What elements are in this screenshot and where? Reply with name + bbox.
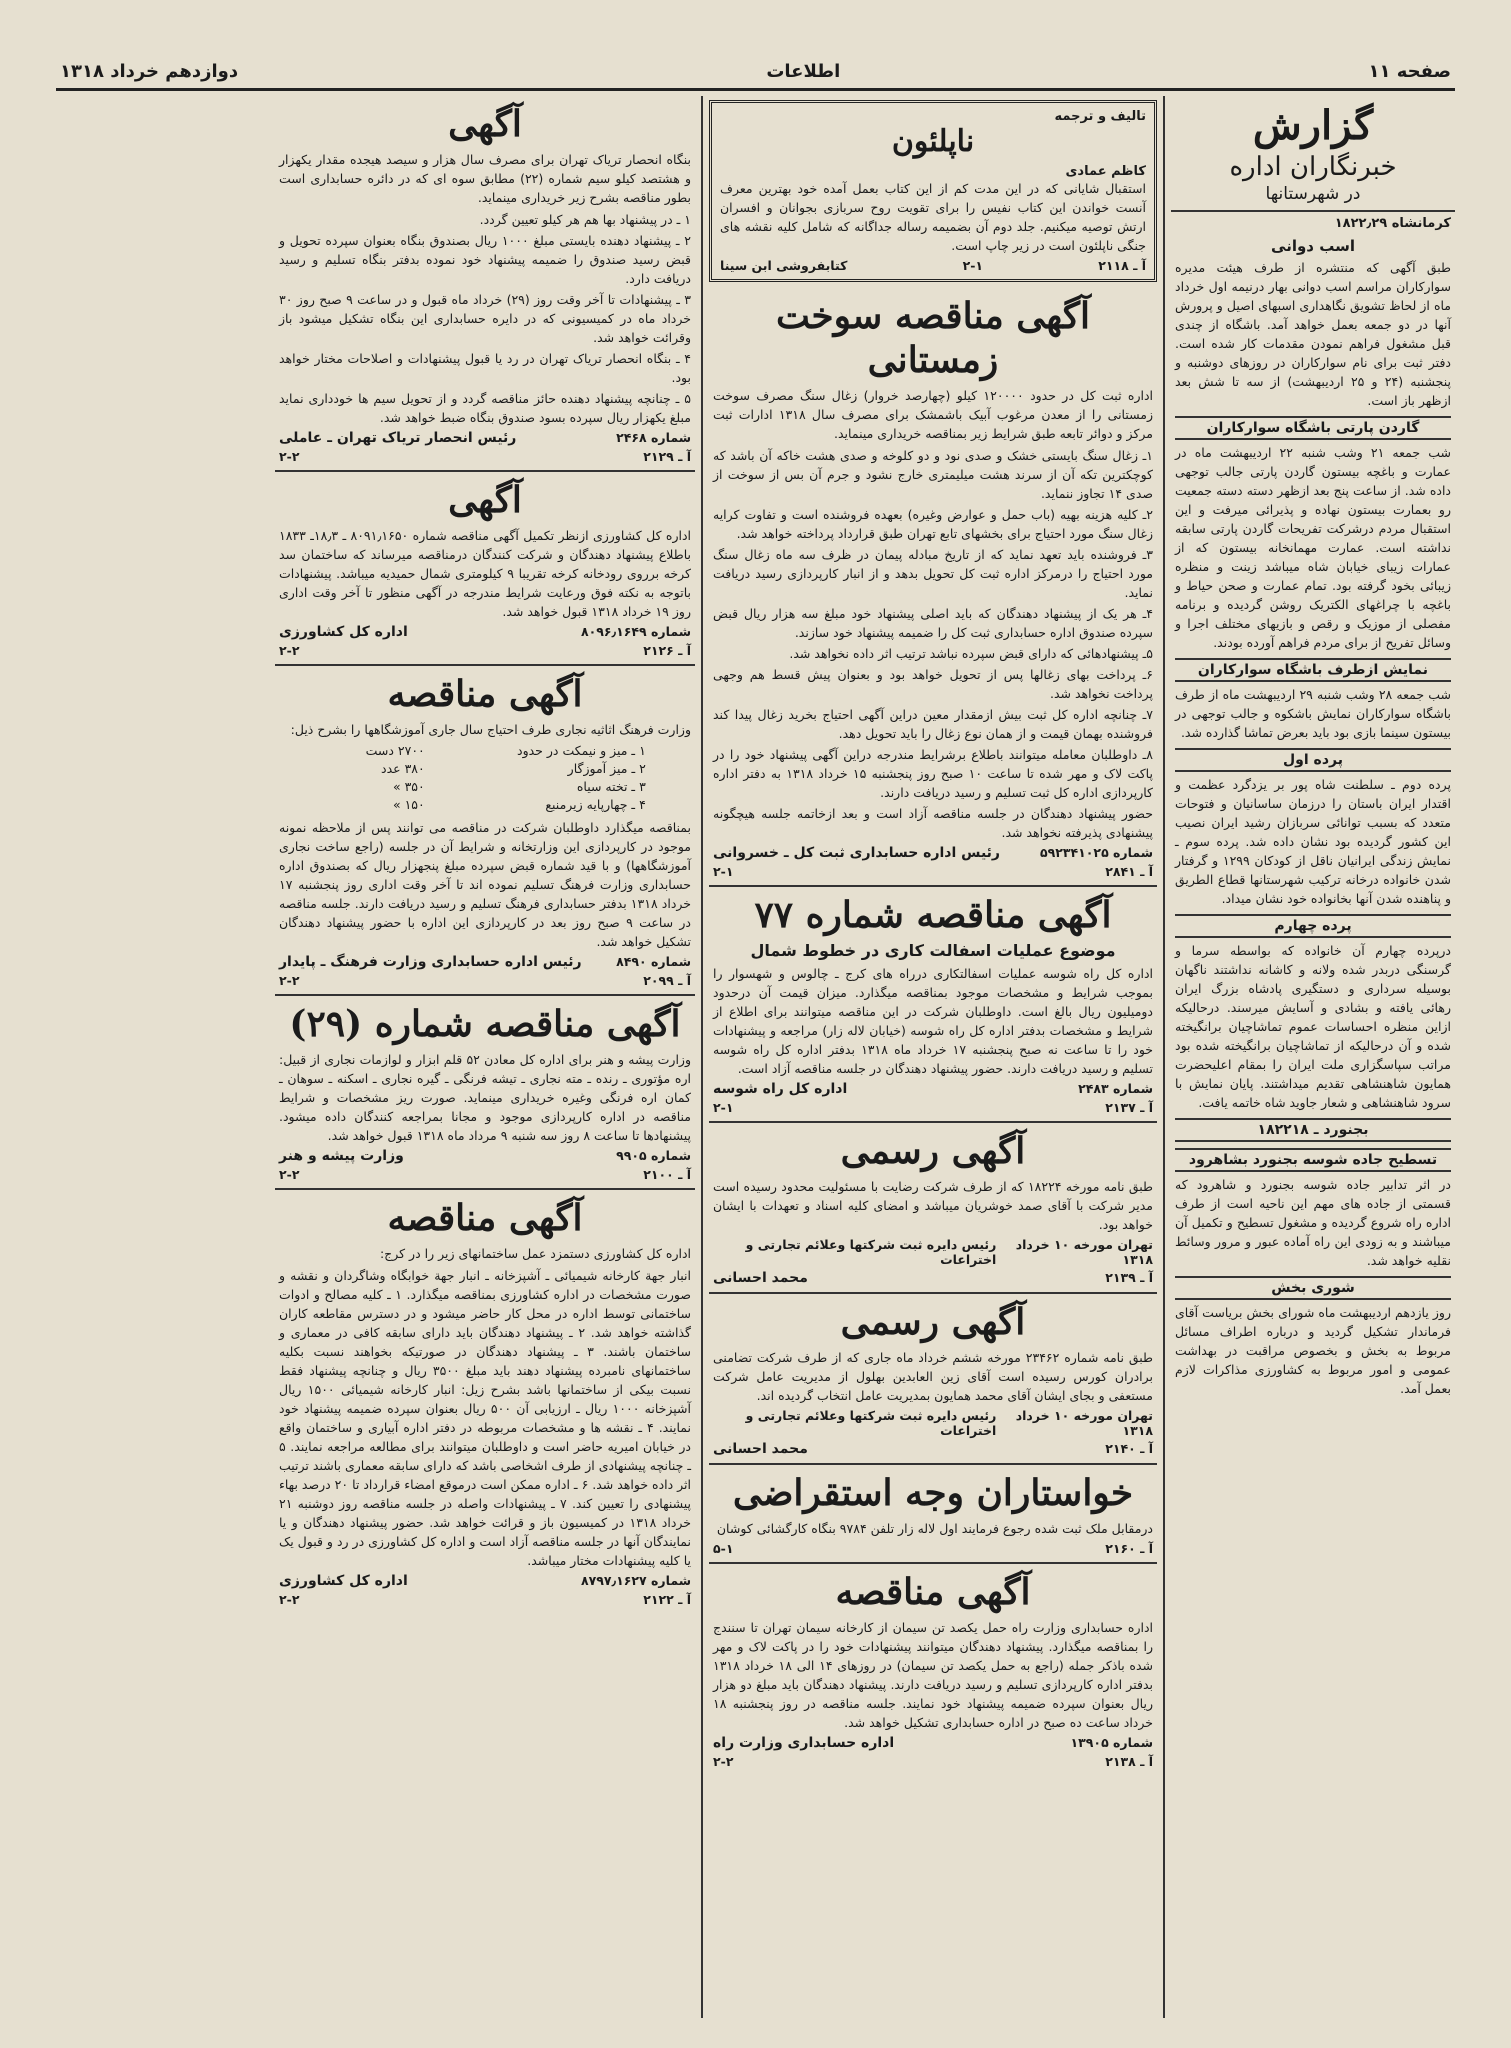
item-qty: ۳۵۰ » xyxy=(392,779,425,794)
ad-code2: ۲-۲ xyxy=(279,449,300,464)
notice-title: خواستاران وجه استقراضی xyxy=(732,1472,1134,1514)
notice-office: رئیس دایره ثبت شرکتها وعلائم تجارتی و اختراعات xyxy=(745,1237,997,1267)
section-head: گاردن پارتی باشگاه سوارکاران xyxy=(1175,416,1451,440)
section-head: نمایش ازطرف باشگاه سوارکاران xyxy=(1175,658,1451,682)
notice-title: آگهی xyxy=(448,479,522,521)
table-row xyxy=(320,760,650,778)
item-name: ۲ ـ میز آموزگار xyxy=(567,761,646,776)
notice-intro: اداره کل کشاورزی دستمزد عمل ساختمانهای زیر را در کرج: xyxy=(379,1246,691,1261)
ad-code2: ۲-۱ xyxy=(713,864,734,879)
notice-item: ۳ـ فروشنده باید تعهد نماید که از تاریخ مبادله پیمان در ظرف سه ماه زغال سنگ مورد احتیاج را درمرکز اداره ثبت کل تحویل بدهد و از انبار کارپردازی رسید دریافت نماید. xyxy=(713,547,1153,600)
notice-title: آگهی مناقصه xyxy=(835,1571,1031,1613)
notice-item: ۷ـ چنانچه اداره کل ثبت بیش ازمقدار معین دراین آگهی احتیاج بخرید زغال پیدا کند فروشنده بهمان قیمت و از همان نوع زغال را باید تحویل دهد. xyxy=(713,707,1153,741)
notice-number: شماره ۹۹۰۵ xyxy=(616,1148,691,1163)
road-ministry-tender xyxy=(709,1564,1157,1775)
notice-signature: اداره کل راه شوسه xyxy=(713,1081,848,1097)
official-notice-1 xyxy=(709,1123,1157,1294)
section-head: بجنورد ـ ۱۸۲۲۱۸ xyxy=(1175,1118,1451,1142)
notice-item: ۴ـ هر یک از پیشنهاد دهندگان که باید اصلی پیشنهاد خود مبلغ سه هزار ریال قبض سپرده صندوق اداره حسابداری ثبت کل را ضمیمه پیشنهاد خود سازند. xyxy=(713,606,1153,640)
fuel-tender-notice xyxy=(709,288,1157,887)
report-title: گزارش xyxy=(1252,102,1374,149)
notice-title: آگهی رسمی xyxy=(840,1130,1026,1172)
issue-date: دوازدهم خرداد ۱۳۱۸ xyxy=(60,60,239,82)
notice-signature: رئیس اداره حسابداری وزارت فرهنگ ـ پایدار xyxy=(279,954,582,970)
notice-item: ۵ـ پیشنهادهائی که دارای قبض سپرده نباشد ترتیب اثر داده نخواهد شد. xyxy=(789,646,1153,661)
notice-text: اداره حسابداری وزارت راه حمل یکصد تن سیمان از کارخانه سیمان تهران تا سنندج را بمناقصه میگذارد. پیشنهاد دهندگان میتوانند پیشنهادات خود را در پاکت لاک و مهر شده باذکر جمله (راجع به حمل یکصد تن سیمان) در روزهای ۱۴ الی ۱۸ خرداد ۱۳۱۸ بدفتر اداره کارپردازی تسلیم و رسید دریافت دارند. پیشنهاد دهندگان باید مبلغ دو هزار ریال بعنوان سپرده ضمیمه پیشنهاد خود نمایند. جلسه مناقصه در روز پنجشنبه ۱۸ خرداد ساعت ده صبح در اداره حسابداری تشکیل خواهد شد. xyxy=(713,1620,1153,1730)
notice-item: ۲ ـ پیشنهاد دهنده بایستی مبلغ ۱۰۰۰ ریال بصندوق بنگاه بعنوان سپرده تحویل و قبض رسید صندوق را ضمیمه پیشنهاد خود نموده بدفتر بنگاه تسلیم و رسید دریافت دارد. xyxy=(279,233,691,286)
report-dateline: کرمانشاه ۱۸۲۲٫۲۹ xyxy=(1334,216,1451,231)
notice-item: ۶ـ پرداخت بهای زغالها پس از تحویل خواهد بود و بعنوان پیش قسط هم وجهی پرداخت نخواهد شد. xyxy=(713,667,1153,701)
notice-signature: رئیس اداره حسابداری ثبت کل ـ خسروانی xyxy=(713,845,1000,861)
notice-intro: بنگاه انحصار تریاک تهران برای مصرف سال هزار و سیصد هیجده مقدار یکهزار و هشتصد کیلو سیم شماره (۲۲) مطابق سوه ای که در دائره حسابداری است بطور مناقصه بشرح زیر خریداری مینماید. xyxy=(279,152,691,205)
notice-item: ۵ ـ چنانچه پیشنهاد دهنده حائز مناقصه گردد و از تحویل سیم ها خودداری نماید مبلغ یکهزار ریال سپرده بسود صندوق بنگاه ضبط خواهد شد. xyxy=(279,391,691,425)
ad-code: آ ـ ۲۱۲۶ xyxy=(643,643,691,658)
section-text: پرده دوم ـ سلطنت شاه پور بر یزدگرد عظمت و اقتدار ایران باستان را درزمان ساسانیان و فتوحات متعدد که بسبب توانائی سربازان رشید ایران نصیب این کشور گردیده بود نشان داده شد. پرده سوم ـ نمایش زندگی ایرانیان ناقل از کودکان ۱۲۹۹ و گرفتار شدن خانواده درخانه ترکیب شهرستانها قطاع الطریق و پناهنده شدن آنها بخانواده خود نشان میداد. xyxy=(1175,777,1451,906)
column-rule-right xyxy=(1163,96,1165,2018)
notice-signature: اداره کل کشاورزی xyxy=(279,1573,408,1589)
report-subtitle: خبرنگاران اداره xyxy=(1229,152,1397,182)
notice-dateline: تهران مورخه ۱۰ خرداد ۱۳۱۸ xyxy=(1015,1408,1153,1438)
ad-code: آ ـ ۲۱۳۷ xyxy=(1105,1100,1153,1115)
section-text: در اثر تدابیر جاده شوسه بجنورد و شاهرود که قسمتی از جاده های مهم این ناحیه است از طرف اداره راه شروع گردیده و مشغول تسطیح و تکمیل آن میباشند و به زودی این راه آماده عبور و مرور وسائط نقلیه خواهد شد. xyxy=(1175,1177,1451,1268)
notice-text: طبق نامه شماره ۲۳۴۶۲ مورخه ششم خرداد ماه جاری که از طرف شرکت تضامنی برادران کورس رسیده است آقای زین العابدین بهلول از مدیریت عامل شرکت مستعفی و بجای ایشان آقای محمد همایون بمدیریت عامل انتخاب گردیده اند. xyxy=(713,1350,1153,1403)
ad-code: آ ـ ۲۱۲۹ xyxy=(643,449,691,464)
report-column xyxy=(1171,96,1455,2018)
notice-title: آگهی مناقصه سوخت زمستانی xyxy=(775,295,1090,381)
item-qty: ۳۸۰ عدد xyxy=(381,761,425,776)
ad-code2: ۲-۲ xyxy=(279,1592,300,1607)
masthead xyxy=(56,54,1455,91)
table-row xyxy=(320,742,650,760)
notice-title: آگهی رسمی xyxy=(840,1301,1026,1343)
ad-code: آ ـ ۲۱۱۸ xyxy=(1098,258,1146,273)
notice-signature: اداره حسابداری وزارت راه xyxy=(713,1735,895,1751)
notice-item: ۲ـ کلیه هزینه بهیه (باب حمل و عوارض وغیره) بعهده فروشنده است و تفاوت کرایه زغال سنگ مورد احتیاج برای بخشهای تابع تهران طبق قرارداد پرداخته خواهد شد. xyxy=(713,507,1153,541)
ad-code2: ۲-۲ xyxy=(713,1754,734,1769)
item-name: ۱ ـ میز و نیمکت در حدود xyxy=(517,743,646,758)
notice-intro: وزارت فرهنگ اثاثیه نجاری طرف احتیاج سال جاری آموزشگاهها را بشرح ذیل: xyxy=(290,722,691,737)
left-column xyxy=(275,96,695,2018)
notice-item: ۱ـ زغال سنگ بایستی خشک و صدی نود و دو کلوخه و صدی هشت خاکه آن باشد که کوچکترین تکه آن از سرند هشت میلیمتری خارج نشود و جرم آن بس از سوخت از صدی ۱۴ تجاوز ننماید. xyxy=(713,448,1153,501)
ad-code: آ ـ ۲۱۲۲ xyxy=(643,1592,691,1607)
book-description: استقبال شایانی که در این مدت کم از این کتاب بعمل آمده خود بهترین معرف آنست خواندن این کتاب نفیس را برای تقویت روح سربازی بجوانان و افسران ارتش توصیه میکنیم. جلد دوم آن بضمیمه رساله جداگانه که شامل کلیه نقشه های جنگی ناپلئون است در زیر چاپ است. xyxy=(720,181,1146,253)
ad-code: آ ـ ۲۸۴۱ xyxy=(1105,864,1153,879)
notice-number: شماره ۵۹۲۳۴۱۰۲۵ xyxy=(1040,845,1153,860)
ad-code: آ ـ ۲۱۰۰ xyxy=(643,1167,691,1182)
column-rule-left xyxy=(701,96,703,2018)
book-credit: تالیف و ترجمه xyxy=(1054,109,1146,124)
agriculture-notice-1 xyxy=(275,472,695,666)
notice-title: آگهی مناقصه xyxy=(387,673,583,715)
item-name: ۳ ـ تخته سیاه xyxy=(576,779,646,794)
notice-text: بمناقصه میگذارد داوطلبان شرکت در مناقصه می توانند پس از ملاحظه نمونه موجود در کارپردازی این وزارتخانه و شرایط آن در جلسه (راجع ساخت نجاری آموزشگاهها) و با قید شماره قبض سپرده مبلغ پنجهزار ریال که بصندوق اداره حسابداری وزارت فرهنگ تسلیم نموده اند تا آخر وقت اداری روز پنجشنبه ۱۷ خرداد ۱۳۱۸ بدفتر حسابداری فرهنگ تسلیم و رسید دریافت دارند. جلسه مناقصه در ساعت ۹ صبح روز بعد در کارپردازی این اداره با حضور پیشنهاد دهندگان تشکیل خواهد شد. xyxy=(279,820,692,949)
notice-item: ۳ ـ پیشنهادات تا آخر وقت روز (۲۹) خرداد ماه قبول و در ساعت ۹ صبح روز ۳۰ خرداد ماه در کمیسیونی که در دایره حسابداری این بنگاه تشکیل میشود باز وقرائت خواهد شد. xyxy=(279,292,692,345)
ad-code2: ۲-۲ xyxy=(279,973,300,988)
notice-signature: محمد احسانی xyxy=(713,1441,808,1457)
notice-signature: اداره کل کشاورزی xyxy=(279,624,408,640)
book-title: ناپلئون xyxy=(891,124,975,159)
notice-item: ۸ـ داوطلبان معامله میتوانند باطلاع برشرایط مندرجه دراین آگهی پیشنهاد خود را در پاکت لاک و مهر شده تا ساعت ۱۰ صبح روز پنجشنبه ۱۵ خرداد ۱۳۱۸ به دفتر اداره کارپردازی اداره کل ثبت تسلیم و رسید دریافت دارند. xyxy=(713,747,1153,800)
notice-number: شماره ۱۳۹۰۵ xyxy=(1070,1735,1153,1750)
section-head: تسطیح جاده شوسه بجنورد بشاهرود xyxy=(1175,1148,1451,1172)
newspaper-name: اطلاعات xyxy=(766,60,841,82)
section-head: پرده اول xyxy=(1175,748,1451,772)
section-text: طبق آگهی که منتشره از طرف هیئت مدیره سوارکاران مراسم اسب دوانی بهار درنیمه اول خرداد ماه از لحاظ تشویق نگاهداری اسبهای اصیل و پرورش آنها در دو جمعه بعمل خواهد آمد. باشگاه از چندی قبل مشغول فراهم نمودن مقدمات کار شده است. دفتر ثبت برای نام سوارکاران در روزهای دوشنبه و پنجشنبه (۲۴ و ۲۵ اردیبهشت) از سه تا شش بعد ازظهر باز است. xyxy=(1175,260,1451,408)
ad-code2: ۲-۲ xyxy=(279,643,300,658)
notice-title: آگهی مناقصه xyxy=(387,1197,583,1239)
book-shop: کتابفروشی ابن سینا xyxy=(720,258,848,273)
section-head: پرده چهارم xyxy=(1175,914,1451,938)
notice-text: طبق نامه مورخه ۱۸۲۲۴ که از طرف شرکت رضایت با مسئولیت محدود رسیده است مدیر شرکت با آقای صمد خوشریان میباشد و امضای کلیه اسناد و تعهدات با ایشان خواهد بود. xyxy=(713,1179,1153,1232)
section-text: شب جمعه ۲۱ وشب شنبه ۲۲ اردیبهشت ماه در عمارت و باغچه بیستون گاردن پارتی جالب توجهی داده شد. از ساعت پنج بعد ازظهر دسته دسته جمعیت رو بعمارت بیستون نهاده و پذیرائی میرفت و این استقبال مردم درشرکت تفریحات گاردن پارتی سابقه نداشته است. عمارت مهمانخانه بیستون که از عمارات زیبای خیابان شاه میباشد زینت و منظره زیبائی بخود گرفته بود. تمام عمارت و صحن حیاط و باغچه با چراغهای الکتریک روشن گردیده و برنامه مفصلی از موزیک و رقص و بازیهای مختلف اجرا و وسائل تفریح از برای مردم فراهم آورده بودند. xyxy=(1175,445,1451,650)
tobacco-notice xyxy=(275,96,695,472)
culture-ministry-tender xyxy=(275,666,695,996)
section-text: درپرده چهارم آن خانواده که بواسطه سرما و گرسنگی دربدر شده ولانه و کاشانه نداشتند ناگهان بوسیله سرداری و دستگیری پادشاه بزرگ ایران رهائی یافته و بشادی و آسایش میرسند. درحالیکه ازاین منظره احساسات عموم تماشاچیان برانگیخته شده و آن درحالیکه از تماشاچیان برانگیخته شده بود مراتب سپاسگزاری ملت ایران را بمقام اعلیحضرت همایون شاهنشاهی تقدیم میداشتند. پایان نمایش با سرود شاهنشاهی و شعار جاوید شاه خاتمه یافت. xyxy=(1175,943,1451,1110)
ad-code: آ ـ ۲۱۳۸ xyxy=(1105,1754,1153,1769)
ad-code: آ ـ ۲۰۹۹ xyxy=(643,973,691,988)
section-text: شب جمعه ۲۸ وشب شنبه ۲۹ اردیبهشت ماه از طرف باشگاه سوارکاران نمایش باشکوه و جالب توجهی در بیستون سینما بازی بود باید بعرض تماشا گذارده شد. xyxy=(1175,687,1451,740)
official-notice-2 xyxy=(709,1294,1157,1465)
report-subtitle2: در شهرستانها xyxy=(1171,184,1455,212)
notice-title: آگهی مناقصه شماره (۲۹) xyxy=(289,1003,681,1045)
ad-code: آ ـ ۲۱۳۹ xyxy=(1105,1270,1153,1285)
notice-subtitle: موضوع عملیات اسفالت کاری در خطوط شمال xyxy=(750,941,1116,960)
notice-title: آگهی مناقصه شماره ۷۷ xyxy=(754,894,1112,936)
notice-text: وزارت پیشه و هنر برای اداره کل معادن ۵۲ قلم ابزار و لوازمات نجاری از قبیل: اره مؤتوری ـ رنده ـ مته نجاری ـ تیشه فرنگی ـ گیره نجاری ـ اسکنه ـ سوهان ـ کمان اره فرنگی وغیره خریداری مینماید. صورت ریز مشخصات و شرایط مناقصه در اداره کارپردازی موجود و مجانا بمراجعه کنندگان داده میشود. پیشنهادها تا ساعت ۸ روز سه شنبه ۹ مرداد ماه ۱۳۱۸ قبول خواهد شد. xyxy=(279,1052,691,1143)
book-author: کاظم عمادی xyxy=(1065,164,1146,179)
notice-text: اداره کل کشاورزی ازنظر تکمیل آگهی مناقصه شماره ۸۰۹۱٫۱۶۵۰ ـ ۱۸٫۳ـ ۱۸۳۳ باطلاع پیشنهاد دهندگان و شرکت کنندگان درمناقصه میرساند که ساختمان سد کرخه برروی رودخانه کرخه تقریبا ۹ کیلومتری شمال حمیدیه میباشد. پیشنهادات باتوجه به نکته فوق ورعایت شرایط مندرجه در آگهی منظور تا آخر وقت اداری روز ۱۹ خرداد ۱۳۱۸ قبول خواهد شد. xyxy=(279,528,692,619)
notice-closing: حضور پیشنهاد دهندگان در جلسه مناقصه آزاد است و بعد ازخاتمه جلسه هیچگونه پیشنهادی پذیرفته نخواهد شد. xyxy=(713,806,1153,840)
notice-signature: محمد احسانی xyxy=(713,1270,808,1286)
item-name: ۴ ـ چهارپایه زیرمنبع xyxy=(545,797,646,812)
notice-number: شماره ۸۷۹۷٫۱۶۲۷ xyxy=(580,1573,691,1588)
notice-signature: وزارت پیشه و هنر xyxy=(279,1148,404,1164)
notice-intro: اداره ثبت کل در حدود ۱۲۰۰۰۰ کیلو (چهارصد خروار) زغال سنگ مصرف سوخت زمستانی را از معدن مرغوب آبیک باشمشک برای مصرف سال ۱۳۱۸ ادارات ثبت مرکز و دوائر تابعه طبق شرایط زیر بمناقصه خریداری مینماید. xyxy=(713,388,1154,441)
agriculture-notice-2 xyxy=(275,1190,695,1613)
notice-item: ۱ ـ در پیشنهاد بها هم هر کیلو تعیین گردد. xyxy=(479,212,691,227)
notice-title: آگهی xyxy=(448,103,522,145)
notice-office: رئیس دایره ثبت شرکتها وعلائم تجارتی و اختراعات xyxy=(745,1408,997,1438)
loan-ad xyxy=(709,1465,1157,1564)
notice-number: شماره ۲۴۶۸ xyxy=(616,430,691,445)
notice-text: انبار جهة کارخانه شیمیائی ـ آشپزخانه ـ انبار جهة خوابگاه وشاگردان و نقشه و صورت مشخصات در اداره کشاورزی بمناقصه میگذارد. ۱ ـ کلیه مصالح و ادوات ساختمانی توسط اداره در محل کار حاضر میشود و در دسترس مقاطعه کاران گذاشته خواهد شد. ۲ ـ پیشنهاد دهندگان باید دارای سابقه کافی در معماری و ساختمان باشند. ۳ ـ پیشنهاد دهندگان در صورتیکه بخواهند نسبت بکلیه ساختمانهای نامبرده پیشنهاد دهند باید مبلغ ۳۵۰۰ ریال و چنانچه پیشنهاد فقط نسبت بیکی از ساختمانها باشد بشرح زیل: انبار کارخانه شیمیائی ۱۵۰۰ ریال آشپزخانه ۱۰۰۰ ریال ـ ارزیابی آن ۵۰۰ ریال بعنوان سپرده ضمیمه پیشنهاد خود نمایند. ۴ ـ نقشه ها و مشخصات مربوطه در دفتر اداره آبیاری و ساختمان واقع در خیابان امیریه حاضر است و داوطلبان میتوانند برای مطالعه مراجعه نمایند. ۵ ـ چنانچه پیشنهادی از طرف اشخاصی باشد که دارای سابقه معماری باشند ترتیب اثر داده خواهد شد. ۶ ـ اداره ممکن است درموقع امضاء قرارداد تا ۲۰ درصد بهاء پیشنهادی را تعیین کند. ۷ ـ پیشنهادات واصله در جلسه مناقصه روز دوشنبه ۲۱ خرداد ۱۳۱۸ در کمیسیون باز و قرائت خواهد شد. حضور پیشنهاد دهندگان و یا نمایندگان آنها در جلسه مناقصه آزاد است و اداره کل کشاورزی در رد و قبول یک یا کلیه پیشنهادات مختار میباشد. xyxy=(279,1268,692,1568)
notice-number: شماره ۸۴۹۰ xyxy=(616,954,691,969)
notice-text: اداره کل راه شوسه عملیات اسفالتکاری درراه های کرج ـ چالوس و شهسوار را بموجب شرایط و مشخصات موجود بمناقصه میگذارد. میزان قیمت آن درحدود دومیلیون ریال بالغ است. داوطلبان شرکت در این مناقصه میتوانند برای اطلاع از شرایط و مشخصات بدفتر اداره کل راه شوسه (خیابان لاله زار) مراجعه و پیشنهادات خود را تا ساعت نه صبح پنجشنبه ۱۷ خرداد ماه ۱۳۱۸ بدفتر اداره کل راه شوسه تسلیم و رسید دریافت دارند. حضور پیشنهاد دهندگان در جلسه مناقصه آزاد است. xyxy=(713,966,1154,1076)
items-table xyxy=(320,742,650,814)
napoleon-book-ad xyxy=(709,100,1157,282)
item-qty: ۲۷۰۰ دست xyxy=(365,743,425,758)
notice-text: درمقابل ملک ثبت شده رجوع فرمایند اول لاله زار تلفن ۹۷۸۴ بنگاه کارگشائی کوشان xyxy=(716,1521,1153,1536)
ad-code2: ۲-۱ xyxy=(713,1100,734,1115)
notice-signature: رئیس انحصار تریاک تهران ـ عاملی xyxy=(279,430,517,446)
notice-number: شماره ۲۴۸۳ xyxy=(1078,1081,1153,1096)
ad-code2: ۲-۱ xyxy=(962,258,984,273)
ad-code: آ ـ ۲۱۴۰ xyxy=(1105,1441,1153,1456)
report-body xyxy=(1171,216,1455,1398)
section-head: اسب دوانی xyxy=(1271,237,1355,255)
item-qty: ۱۵۰ » xyxy=(392,797,425,812)
section-head: شوری بخش xyxy=(1175,1276,1451,1300)
tender-77-notice xyxy=(709,887,1157,1123)
section-text: روز یازدهم اردیبهشت ماه شورای بخش بریاست آقای فرماندار تشکیل گردید و درباره اطراف مسائل مربوط به بخش و بخصوص مراقبت در بهداشت عمومی و امور مربوط به کشاورزی مذاکرات لازم بعمل آمد. xyxy=(1175,1305,1451,1396)
ad-code2: ۵-۱ xyxy=(713,1541,734,1556)
middle-column xyxy=(709,96,1157,2018)
table-row xyxy=(320,796,650,814)
notice-number: شماره ۸۰۹۶٫۱۶۴۹ xyxy=(580,624,691,639)
ad-code: آ ـ ۲۱۶۰ xyxy=(1105,1541,1153,1556)
ad-code2: ۲-۲ xyxy=(279,1167,300,1182)
table-row xyxy=(320,778,650,796)
tender-29-notice xyxy=(275,996,695,1190)
notice-dateline: تهران مورخه ۱۰ خرداد ۱۳۱۸ xyxy=(1015,1237,1153,1267)
notice-item: ۴ ـ بنگاه انحصار تریاک تهران در رد یا قبول پیشنهادات و اصلاحات مختار خواهد بود. xyxy=(279,351,691,385)
page-number: صفحه ۱۱ xyxy=(1368,60,1451,82)
